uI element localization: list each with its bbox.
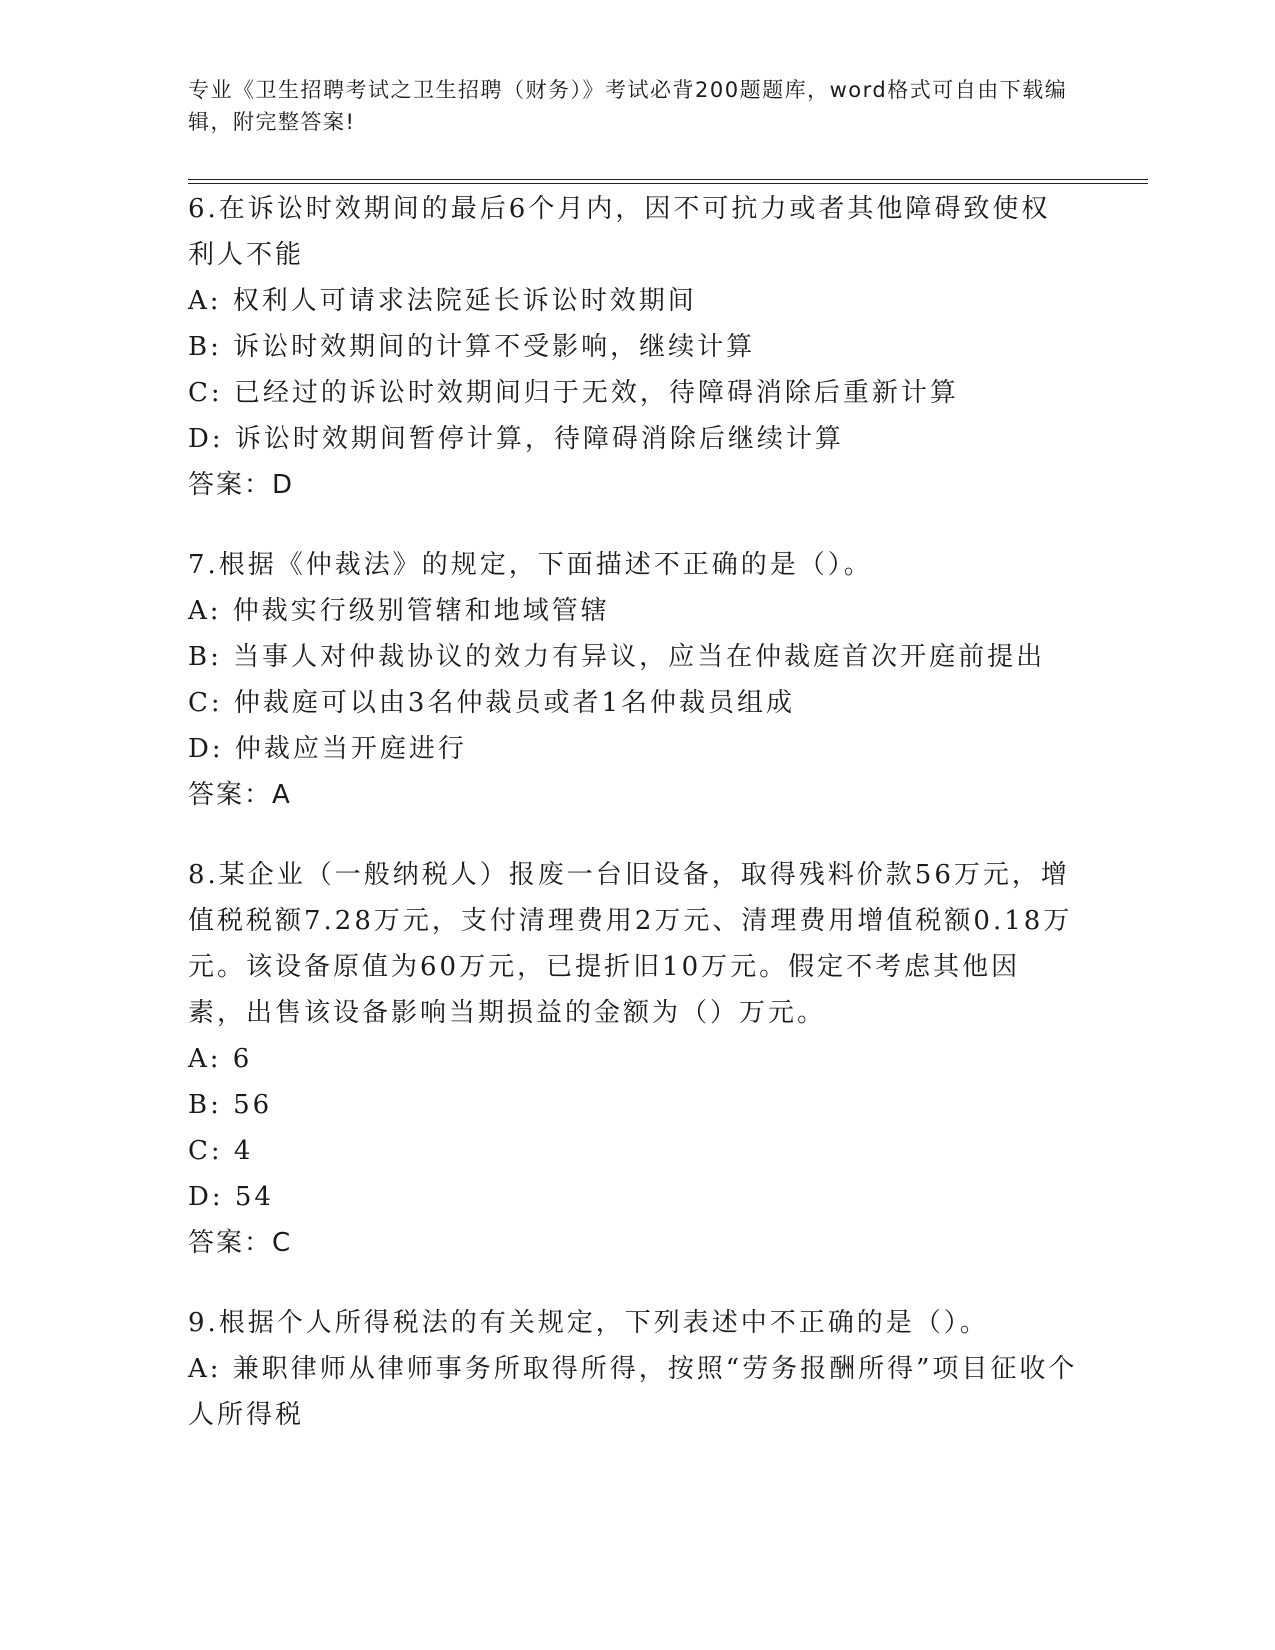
option-a: A: 仲裁实行级别管辖和地域管辖: [188, 596, 610, 626]
option-c: C: 已经过的诉讼时效期间归于无效，待障碍消除后重新计算: [188, 378, 959, 408]
question-text: 7.根据《仲裁法》的规定，下面描述不正确的是（）。: [188, 550, 873, 580]
question-list: [188, 186, 1078, 1472]
option-c: C: 4: [188, 1136, 254, 1166]
option-d: D: 54: [188, 1182, 274, 1212]
option-a: A: 6: [188, 1044, 253, 1074]
option-b: B: 当事人对仲裁协议的效力有异议，应当在仲裁庭首次开庭前提出: [188, 642, 1046, 672]
question-text: 8.某企业（一般纳税人）报废一台旧设备，取得残料价款56万元，增值税税额7.28万元，支付清理费用2万元、清理费用增值税额0.18万元。该设备原值为60万元，已提折旧10万元。假定不考虑其他因素，出售该设备影响当期损益的金额为（）万元。: [188, 860, 1073, 1028]
question-7: [188, 542, 1078, 818]
document-header: [188, 74, 1088, 138]
answer: 答案：A: [188, 780, 292, 810]
option-a: A: 兼职律师从律师事务所取得所得，按照“劳务报酬所得”项目征收个人所得税: [188, 1354, 1078, 1430]
option-c: C: 仲裁庭可以由3名仲裁员或者1名仲裁员组成: [188, 688, 796, 718]
option-b: B: 诉讼时效期间的计算不受影响，继续计算: [188, 332, 756, 362]
answer: 答案：C: [188, 1228, 293, 1258]
question-9: [188, 1300, 1078, 1438]
option-b: B: 56: [188, 1090, 273, 1120]
question-text: 9.根据个人所得税法的有关规定，下列表述中不正确的是（）。: [188, 1308, 989, 1338]
option-d: D: 诉讼时效期间暂停计算，待障碍消除后继续计算: [188, 424, 844, 454]
question-8: [188, 852, 1078, 1266]
answer: 答案：D: [188, 470, 295, 500]
header-text: 专业《卫生招聘考试之卫生招聘（财务）》考试必背200题题库，word格式可自由下载编辑，附完整答案!: [188, 78, 1068, 134]
option-d: D: 仲裁应当开庭进行: [188, 734, 467, 764]
question-6: [188, 186, 1078, 508]
header-divider: [188, 179, 1148, 184]
question-text: 6.在诉讼时效期间的最后6个月内，因不可抗力或者其他障碍致使权利人不能: [188, 194, 1051, 270]
option-a: A: 权利人可请求法院延长诉讼时效期间: [188, 286, 697, 316]
